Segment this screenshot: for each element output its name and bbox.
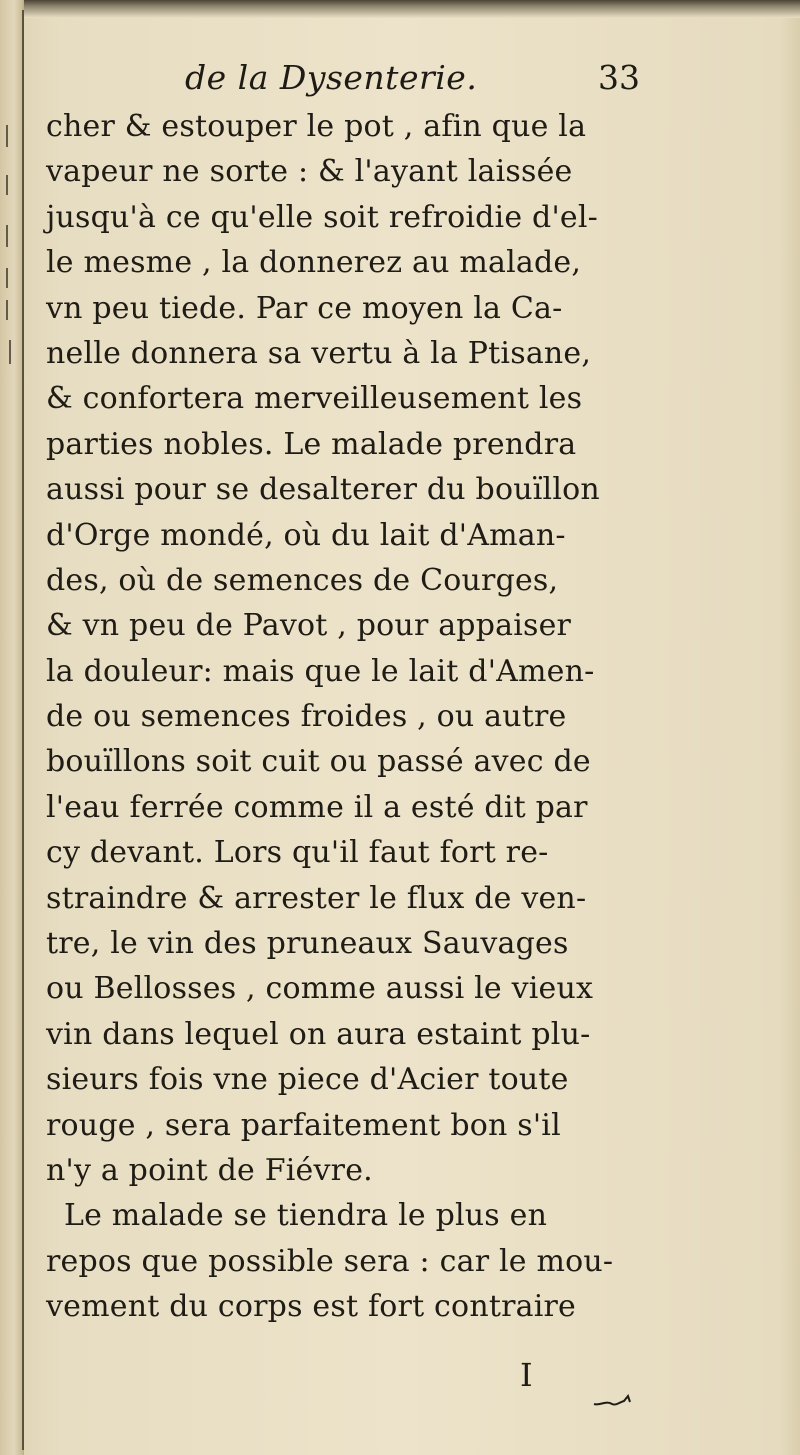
text-line: ou Bellosses , comme aussi le vieux <box>46 971 594 1007</box>
text-line: rouge , sera parfaitement bon s'il <box>46 1107 561 1143</box>
page-top-edge <box>0 0 800 18</box>
signature-mark: I <box>520 1356 533 1394</box>
paragraph-start-line: Le malade se tiendra le plus en <box>64 1198 548 1234</box>
text-line: vin dans lequel on aura estaint plu- <box>46 1016 591 1052</box>
catchword-flourish-icon <box>592 1392 634 1412</box>
book-gutter <box>0 0 24 1455</box>
text-line: l'eau ferrée comme il a esté dit par <box>46 789 588 825</box>
page-header <box>0 50 800 110</box>
margin-mark <box>6 300 8 320</box>
text-line: n'y a point de Fiévre. <box>46 1152 373 1188</box>
text-line: nelle donnera sa vertu à la Ptisane, <box>46 335 592 371</box>
text-line: repos que possible sera : car le mou- <box>46 1243 614 1279</box>
text-line: & confortera merveilleusement les <box>46 381 583 417</box>
margin-mark <box>6 225 8 247</box>
text-line: bouïllons soit cuit ou passé avec de <box>46 744 591 780</box>
margin-mark <box>6 268 8 288</box>
text-line: vement du corps est fort contraire <box>46 1289 577 1325</box>
text-line: d'Orge mondé, où du lait d'Aman- <box>46 517 566 553</box>
text-line: cher & estouper le pot , afin que la <box>46 109 587 144</box>
text-line: jusqu'à ce qu'elle soit refroidie d'el- <box>46 199 598 235</box>
text-line: le mesme , la donnerez au malade, <box>46 245 582 281</box>
text-line: des, où de semences de Courges, <box>46 562 559 598</box>
text-line: tre, le vin des pruneaux Sauvages <box>46 926 569 962</box>
text-line: straindre & arrester le flux de ven- <box>46 880 587 916</box>
text-line: la douleur: mais que le lait d'Amen- <box>46 653 595 689</box>
margin-mark <box>6 175 8 195</box>
margin-mark <box>6 125 8 147</box>
text-line: cy devant. Lors qu'il faut fort re- <box>46 835 549 871</box>
page-number: 33 <box>598 58 640 97</box>
body-text <box>46 104 746 1330</box>
text-line: parties nobles. Le malade prendra <box>46 426 577 462</box>
margin-mark <box>9 340 11 364</box>
text-line: vapeur ne sorte : & l'ayant laissée <box>46 154 573 190</box>
text-line: de ou semences froides , ou autre <box>46 699 567 735</box>
text-line: & vn peu de Pavot , pour appaiser <box>46 608 572 644</box>
running-title: de la Dysenterie. <box>185 58 478 97</box>
text-line: vn peu tiede. Par ce moyen la Ca- <box>46 290 563 326</box>
text-line: sieurs fois vne piece d'Acier toute <box>46 1062 569 1098</box>
gutter-line <box>22 10 24 1450</box>
text-line: aussi pour se desalterer du bouïllon <box>46 472 600 508</box>
